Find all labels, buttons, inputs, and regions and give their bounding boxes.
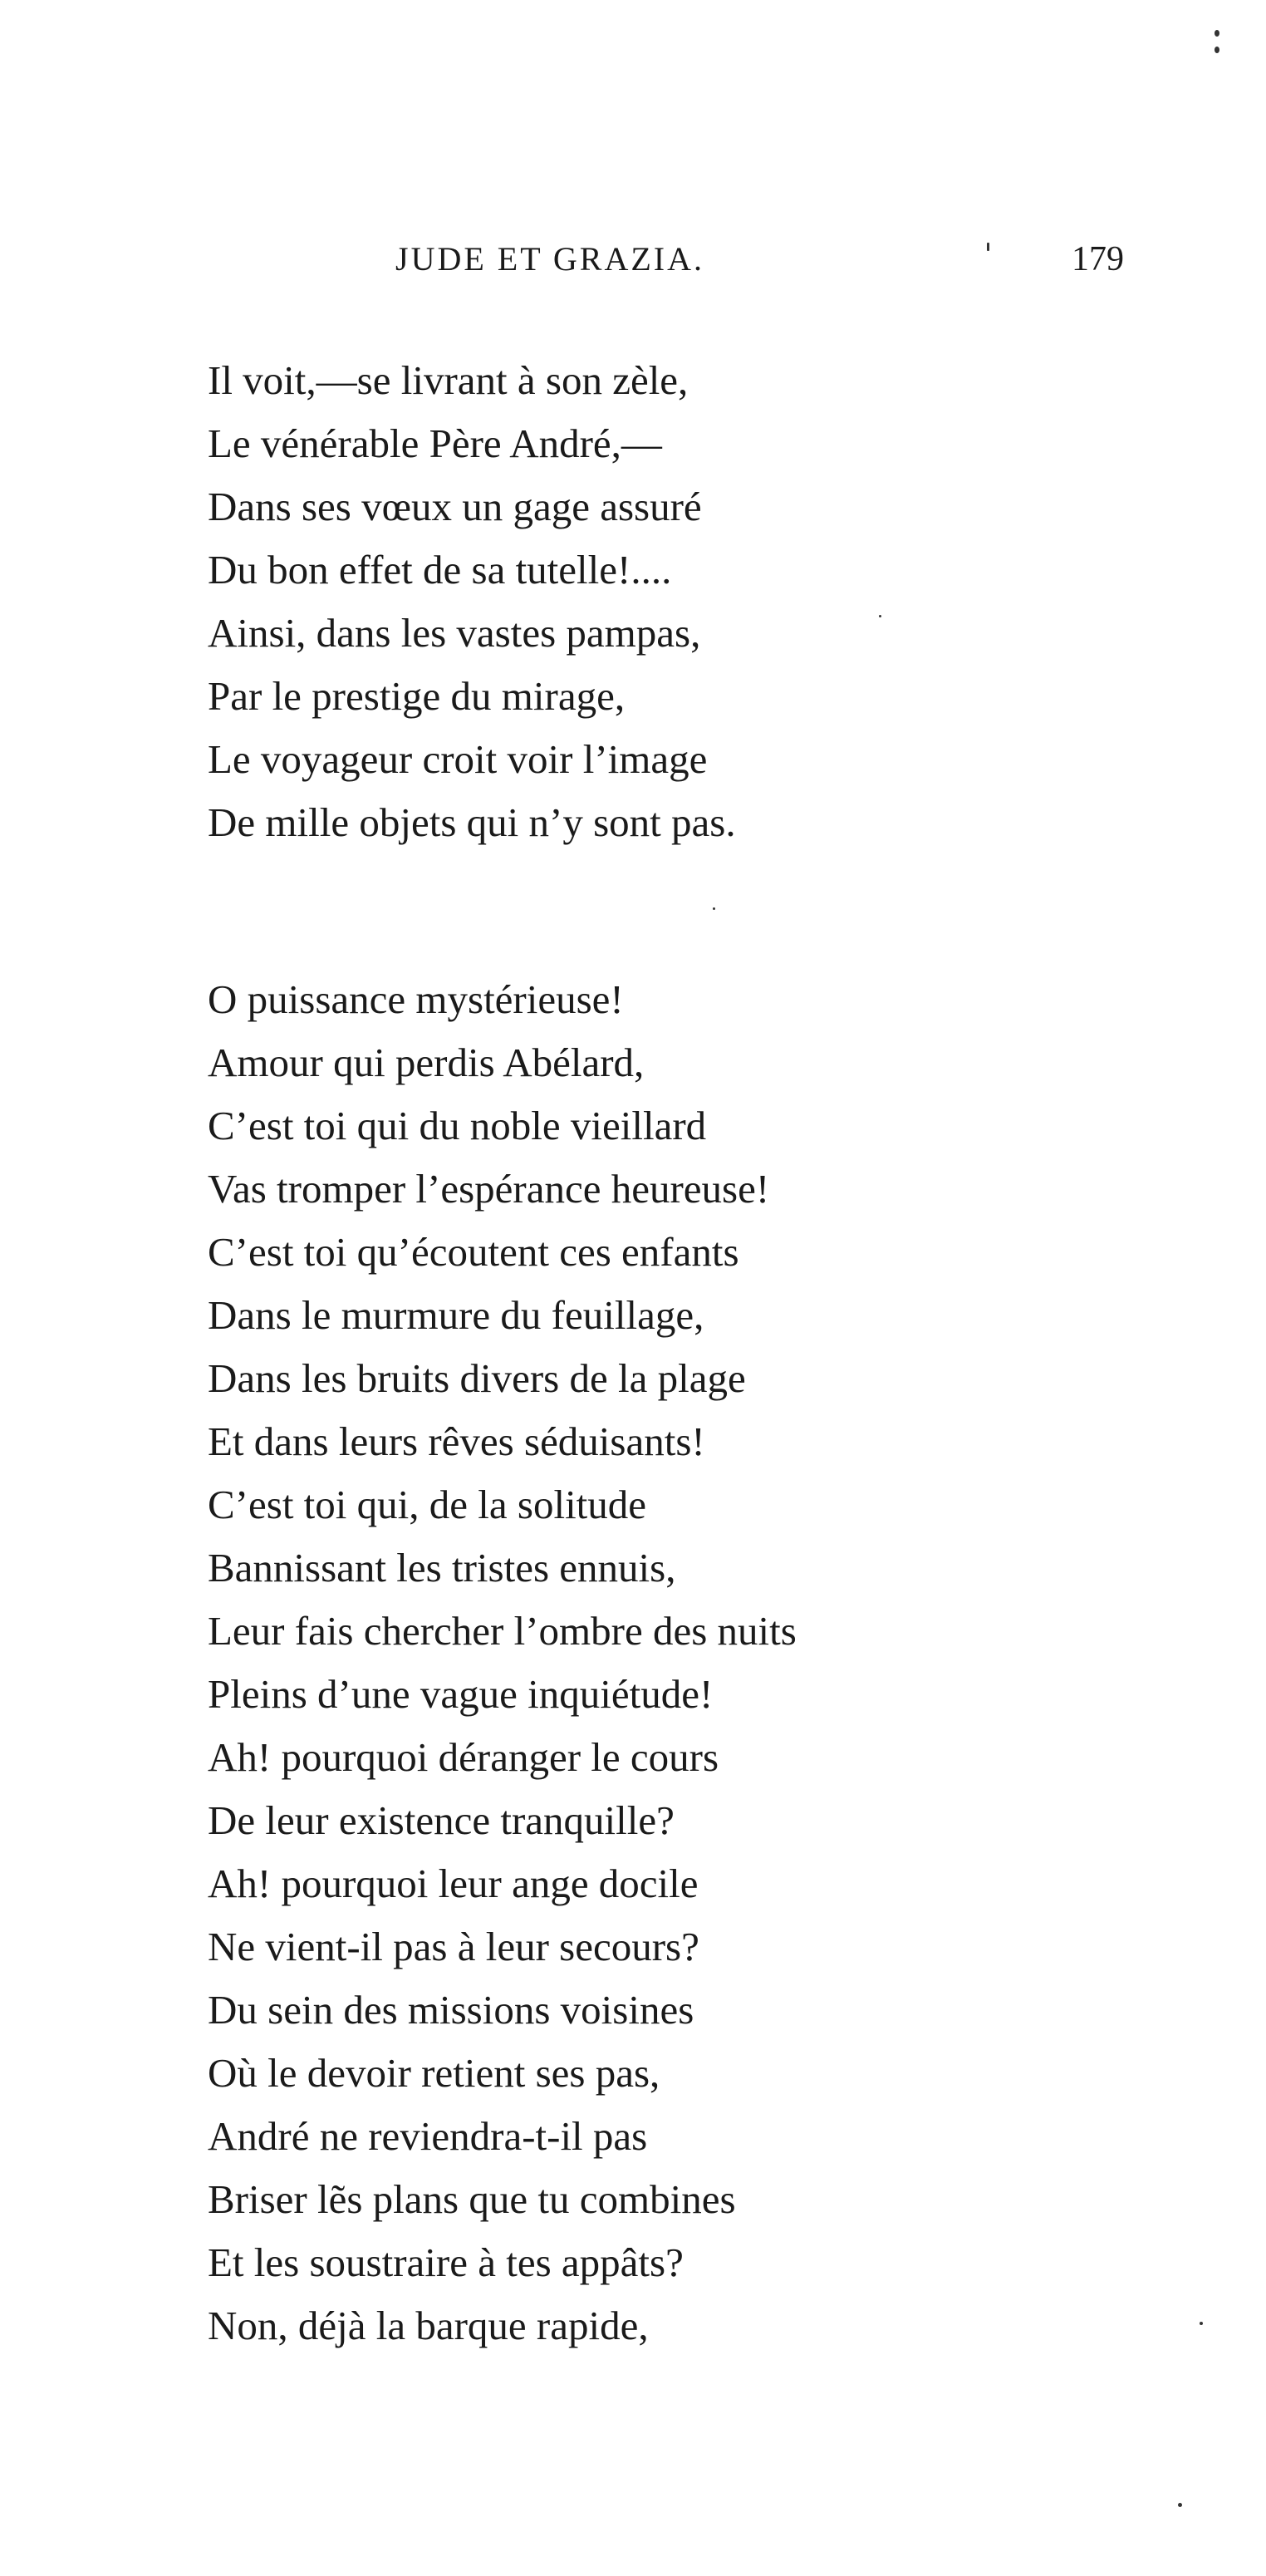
- verse-line: Ainsi, dans les vastes pampas,: [208, 610, 701, 656]
- verse-line: Leur fais chercher l’ombre des nuits: [208, 1608, 797, 1654]
- verse-line: De mille objets qui n’y sont pas.: [208, 799, 736, 845]
- verse-line: Pleins d’une vague inquiétude!: [208, 1671, 714, 1717]
- page-number: 179: [1072, 240, 1124, 278]
- scan-speck: [713, 907, 715, 910]
- verse-line: Et dans leurs rêves séduisants!: [208, 1418, 705, 1464]
- verse-line: Ne vient-il pas à leur secours?: [208, 1924, 699, 1969]
- stanza-2: [208, 968, 797, 2357]
- verse-line: Le voyageur croit voir l’image: [208, 736, 708, 782]
- verse-line: C’est toi qu’écoutent ces enfants: [208, 1229, 739, 1275]
- verse-line: André ne reviendra-t-il pas: [208, 2113, 648, 2159]
- scan-speck: [987, 243, 989, 251]
- verse-line: Non, déjà la barque rapide,: [208, 2303, 649, 2348]
- verse-line: Dans le murmure du feuillage,: [208, 1292, 704, 1338]
- scan-speck: [1178, 2503, 1182, 2507]
- verse-line: Dans ses vœux un gage assuré: [208, 484, 702, 529]
- verse-line: Et les soustraire à tes appâts?: [208, 2239, 684, 2285]
- scan-speck: [879, 615, 881, 617]
- verse-line: Amour qui perdis Abélard,: [208, 1040, 645, 1085]
- verse-line: Bannissant les tristes ennuis,: [208, 1545, 676, 1590]
- scan-speck: [1214, 47, 1219, 53]
- verse-line: C’est toi qui, de la solitude: [208, 1482, 647, 1527]
- verse-line: O puissance mystérieuse!: [208, 976, 624, 1022]
- verse-line: Vas tromper l’espérance heureuse!: [208, 1166, 770, 1212]
- verse-line: Il voit,—se livrant à son zèle,: [208, 357, 689, 403]
- running-title: JUDE ET GRAZIA.: [395, 240, 705, 278]
- scan-speck: [1214, 30, 1219, 37]
- verse-line: Briser lẽs plans que tu combines: [208, 2176, 736, 2222]
- verse-line: De leur existence tranquille?: [208, 1797, 675, 1843]
- scan-speck: [1200, 2322, 1203, 2325]
- verse-line: Du bon effet de sa tutelle!....: [208, 547, 672, 592]
- verse-line: C’est toi qui du noble vieillard: [208, 1103, 707, 1148]
- verse-line: Le vénérable Père André,—: [208, 420, 662, 466]
- verse-line: Où le devoir retient ses pas,: [208, 2050, 660, 2096]
- running-head: [0, 234, 1266, 284]
- stanza-1: [208, 349, 736, 854]
- verse-line: Du sein des missions voisines: [208, 1987, 694, 2033]
- verse-line: Ah! pourquoi déranger le cours: [208, 1734, 719, 1780]
- verse-line: Par le prestige du mirage,: [208, 673, 626, 719]
- verse-line: Ah! pourquoi leur ange docile: [208, 1861, 699, 1906]
- verse-line: Dans les bruits divers de la plage: [208, 1355, 746, 1401]
